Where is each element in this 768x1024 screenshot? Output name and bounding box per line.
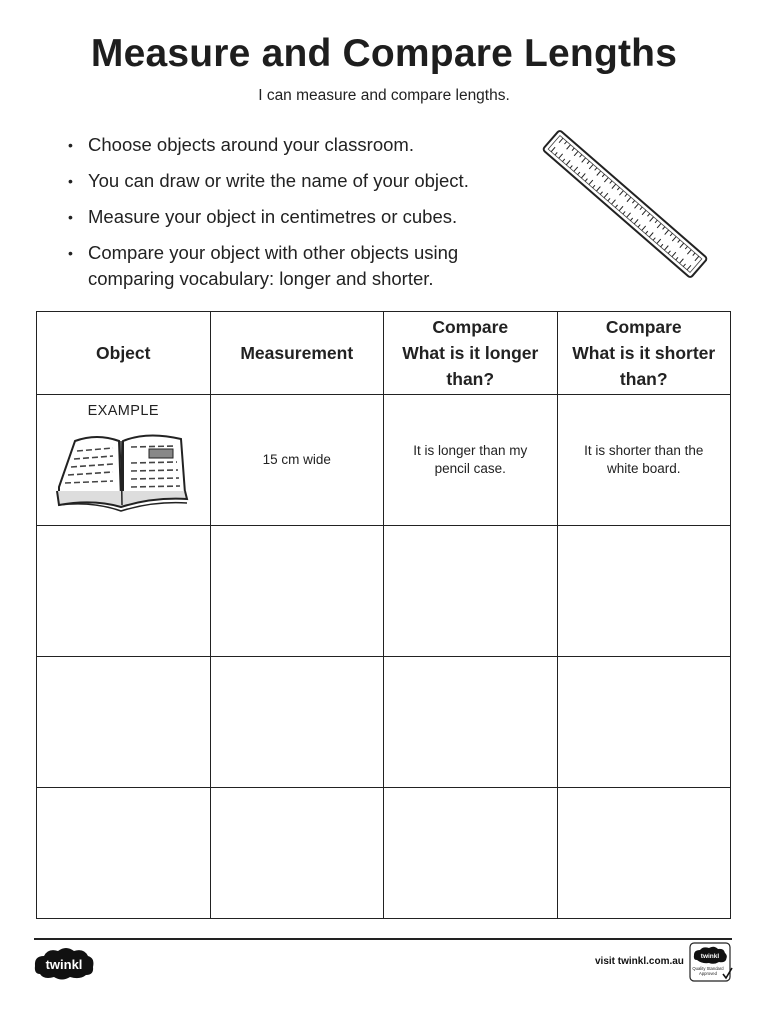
measurement-input-cell[interactable] bbox=[210, 657, 384, 788]
instruction-item bbox=[68, 204, 538, 230]
example-measurement-cell bbox=[210, 395, 384, 526]
measurement-input-cell[interactable] bbox=[210, 526, 384, 657]
comparison-table bbox=[36, 311, 731, 919]
measurement-input-cell[interactable] bbox=[210, 788, 384, 919]
instruction-item bbox=[68, 240, 538, 292]
table-row bbox=[37, 526, 731, 657]
footer-divider bbox=[34, 938, 732, 940]
shorter-input-cell[interactable] bbox=[557, 526, 731, 657]
longer-input-cell[interactable] bbox=[384, 657, 558, 788]
example-longer-cell bbox=[384, 395, 558, 526]
table-row bbox=[37, 657, 731, 788]
column-header-shorter bbox=[557, 312, 731, 395]
example-measurement: 15 cm wide bbox=[262, 452, 331, 467]
longer-input-cell[interactable] bbox=[384, 788, 558, 919]
example-longer-than: It is longer than my pencil case. bbox=[413, 443, 528, 476]
page-title: Measure and Compare Lengths bbox=[90, 32, 678, 75]
column-header-shorter-title: Compare bbox=[605, 317, 682, 337]
object-input-cell[interactable] bbox=[37, 526, 211, 657]
open-book-icon bbox=[53, 429, 191, 519]
bullet-icon: • bbox=[68, 209, 73, 225]
object-input-cell[interactable] bbox=[37, 788, 211, 919]
example-shorter-cell bbox=[557, 395, 731, 526]
quality-standard-badge bbox=[689, 942, 733, 982]
column-header-shorter-question: What is it shorter than? bbox=[572, 343, 716, 389]
column-header-longer bbox=[384, 312, 558, 395]
bullet-icon: • bbox=[68, 245, 73, 261]
column-header-longer-title: Compare bbox=[432, 317, 509, 337]
example-shorter-than: It is shorter than the white board. bbox=[584, 443, 704, 476]
column-header-object: Object bbox=[37, 312, 211, 395]
instruction-text: Measure your object in centimetres or cubes. bbox=[88, 206, 458, 227]
example-row bbox=[37, 395, 731, 526]
table-header-row bbox=[37, 312, 731, 395]
instruction-item bbox=[68, 132, 538, 158]
badge-brand-text: twinkl bbox=[700, 953, 720, 960]
longer-input-cell[interactable] bbox=[384, 526, 558, 657]
shorter-input-cell[interactable] bbox=[557, 657, 731, 788]
badge-text: Quality Standard Approved bbox=[692, 966, 724, 976]
ruler-icon bbox=[540, 124, 710, 284]
visit-link[interactable]: visit twinkl.com.au bbox=[595, 956, 684, 967]
instruction-text: You can draw or write the name of your object. bbox=[88, 170, 469, 191]
example-object-cell bbox=[37, 395, 211, 526]
column-header-longer-question: What is it longer than? bbox=[402, 343, 539, 389]
bullet-icon: • bbox=[68, 173, 73, 189]
shorter-input-cell[interactable] bbox=[557, 788, 731, 919]
instruction-item bbox=[68, 168, 538, 194]
table-row bbox=[37, 788, 731, 919]
logo-text: twinkl bbox=[45, 957, 83, 972]
twinkl-logo bbox=[32, 944, 96, 982]
instruction-text: Compare your object with other objects using comparing vocabulary: longer and shorter. bbox=[88, 242, 459, 289]
bullet-icon: • bbox=[68, 137, 73, 153]
column-header-measurement: Measurement bbox=[210, 312, 384, 395]
instruction-text: Choose objects around your classroom. bbox=[88, 134, 414, 155]
page-subtitle: I can measure and compare lengths. bbox=[258, 87, 510, 104]
object-input-cell[interactable] bbox=[37, 657, 211, 788]
example-label: EXAMPLE bbox=[87, 403, 159, 419]
instruction-list bbox=[68, 132, 538, 302]
